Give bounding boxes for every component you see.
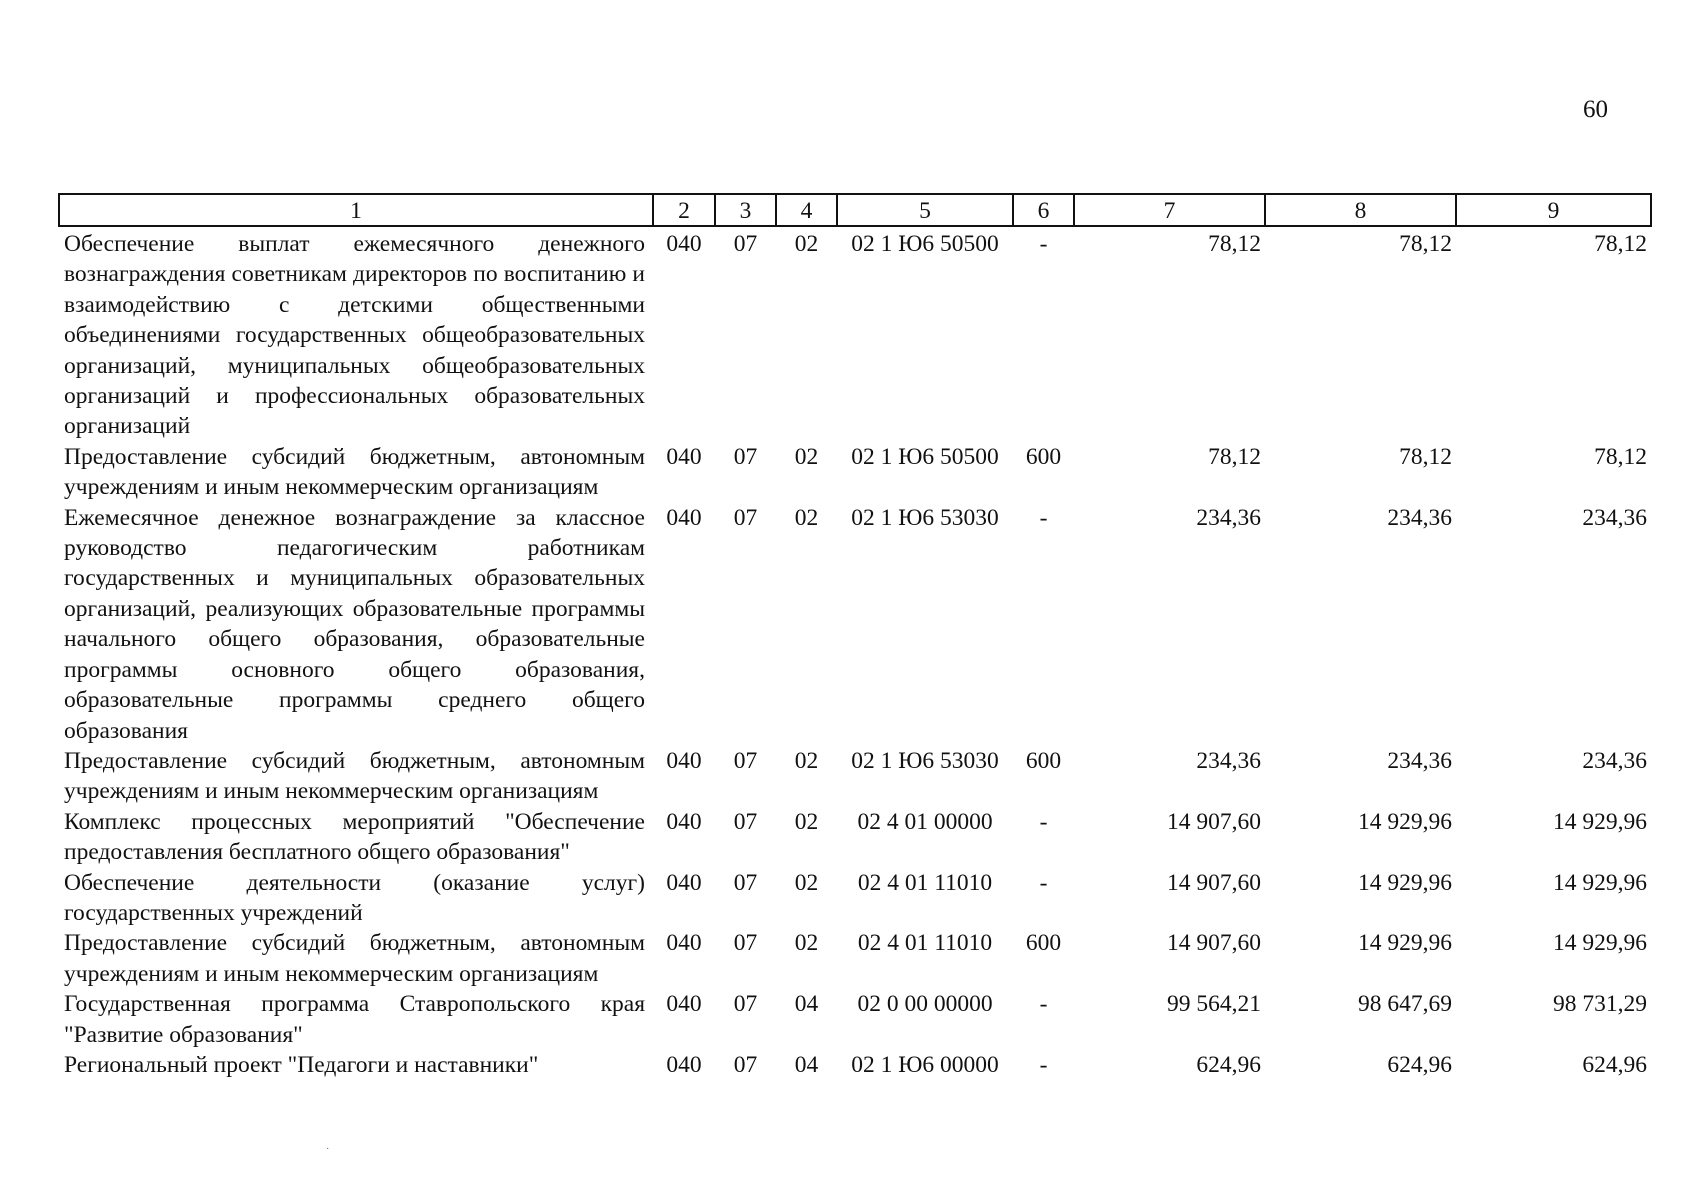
column-header: 1 (59, 194, 653, 226)
row-value-8: 14 929,96 (1358, 808, 1452, 835)
row-code-2: 040 (666, 930, 702, 957)
row-code-3: 07 (733, 1051, 758, 1078)
row-code-2: 040 (666, 443, 702, 470)
row-code-5: 02 1 Ю6 00000 (851, 1051, 999, 1078)
table-row (59, 868, 1651, 929)
row-value-8: 78,12 (1399, 231, 1452, 257)
row-code-6: - (1039, 231, 1048, 257)
row-value-9: 14 929,96 (1553, 869, 1647, 896)
row-name: Предоставление субсидий бюджетным, автономным учреждениям и иным некоммерческим организациям (64, 747, 645, 805)
column-header: 6 (1013, 194, 1074, 226)
row-code-5: 02 4 01 11010 (857, 930, 993, 957)
row-value-7: 234,36 (1196, 504, 1261, 531)
row-value-9: 98 731,29 (1553, 991, 1647, 1018)
row-name: Предоставление субсидий бюджетным, автономным учреждениям и иным некоммерческим организациям (64, 930, 645, 987)
row-value-9: 14 929,96 (1553, 808, 1647, 835)
row-code-6: 600 (1025, 930, 1062, 957)
row-code-5: 02 1 Ю6 50500 (851, 231, 999, 257)
row-code-3: 07 (733, 231, 758, 257)
row-code-3: 07 (733, 747, 758, 774)
row-value-9: 78,12 (1594, 231, 1647, 257)
column-header: 2 (653, 194, 715, 226)
row-value-7: 234,36 (1196, 747, 1261, 774)
row-value-9: 234,36 (1582, 504, 1647, 531)
table-row (59, 1050, 1651, 1080)
row-code-4: 02 (794, 231, 819, 257)
row-value-7: 14 907,60 (1167, 808, 1261, 835)
table-row (59, 746, 1651, 807)
row-code-4: 02 (794, 504, 819, 531)
row-name: Предоставление субсидий бюджетным, автономным учреждениям и иным некоммерческим организациям (64, 443, 645, 501)
row-value-7: 78,12 (1208, 443, 1261, 470)
row-code-5: 02 1 Ю6 50500 (851, 443, 999, 470)
column-header: 5 (837, 194, 1013, 226)
row-value-9: 78,12 (1594, 443, 1647, 470)
row-code-6: - (1039, 808, 1048, 835)
column-header: 9 (1456, 194, 1651, 226)
row-code-6: - (1039, 991, 1048, 1018)
row-code-4: 02 (794, 930, 819, 957)
row-code-5: 02 4 01 11010 (857, 869, 993, 896)
row-value-8: 98 647,69 (1358, 991, 1452, 1018)
row-value-9: 624,96 (1582, 1051, 1647, 1078)
row-code-4: 02 (794, 747, 819, 774)
row-name: Обеспечение деятельности (оказание услуг) государственных учреждений (64, 869, 645, 926)
row-code-2: 040 (666, 1051, 702, 1078)
row-code-2: 040 (666, 869, 702, 896)
row-code-5: 02 1 Ю6 53030 (851, 747, 999, 774)
row-code-3: 07 (733, 991, 758, 1018)
table-row (59, 807, 1651, 868)
row-value-9: 234,36 (1582, 747, 1647, 774)
column-header: 3 (715, 194, 776, 226)
row-code-4: 02 (794, 443, 819, 470)
row-code-6: 600 (1025, 747, 1062, 774)
row-value-7: 624,96 (1196, 1051, 1261, 1078)
row-value-8: 234,36 (1387, 747, 1452, 774)
table-row (59, 503, 1651, 746)
row-name: Государственная программа Ставропольского края "Развитие образования" (64, 991, 645, 1048)
column-header: 4 (776, 194, 837, 226)
table-row (59, 928, 1651, 989)
row-code-3: 07 (733, 443, 758, 470)
row-code-4: 04 (794, 1051, 819, 1078)
row-code-2: 040 (666, 504, 702, 531)
row-name: Региональный проект "Педагоги и наставники" (64, 1051, 539, 1078)
row-code-5: 02 4 01 00000 (857, 808, 993, 835)
column-header: 7 (1074, 194, 1265, 226)
row-value-7: 99 564,21 (1167, 991, 1261, 1018)
row-code-4: 02 (794, 808, 819, 835)
table-row (59, 989, 1651, 1050)
column-header: 8 (1265, 194, 1456, 226)
row-code-6: - (1039, 504, 1048, 531)
row-value-7: 14 907,60 (1167, 930, 1261, 957)
row-code-5: 02 0 00 00000 (857, 991, 993, 1018)
table-row (59, 226, 1651, 442)
row-value-8: 14 929,96 (1358, 930, 1452, 957)
table-row (59, 442, 1651, 503)
scan-speck: ˙ (326, 1147, 330, 1158)
row-name: Комплекс процессных мероприятий "Обеспечение предоставления бесплатного общего образования" (64, 808, 645, 866)
row-code-3: 07 (733, 808, 758, 835)
row-code-2: 040 (666, 991, 702, 1018)
row-code-3: 07 (733, 930, 758, 957)
page-number: 60 (1583, 96, 1608, 123)
row-code-5: 02 1 Ю6 53030 (851, 504, 999, 531)
row-code-2: 040 (666, 808, 702, 835)
row-name: Обеспечение выплат ежемесячного денежного вознаграждения советникам директоров по воспитанию и взаимодействию с детскими общественными объединениями государственных общеобразовательных организаций, муниципальных общеобразовательных организаций и профессиональных образовательных организаций (64, 231, 645, 440)
table-header-row (59, 194, 1651, 226)
row-value-8: 624,96 (1387, 1051, 1452, 1078)
budget-table (58, 193, 1652, 1080)
row-code-4: 02 (794, 869, 819, 896)
row-value-8: 78,12 (1399, 443, 1452, 470)
row-code-2: 040 (666, 231, 702, 257)
row-code-6: - (1039, 869, 1048, 896)
row-code-2: 040 (666, 747, 702, 774)
row-code-3: 07 (733, 504, 758, 531)
row-value-8: 14 929,96 (1358, 869, 1452, 896)
row-value-8: 234,36 (1387, 504, 1452, 531)
row-code-3: 07 (733, 869, 758, 896)
row-value-7: 78,12 (1208, 231, 1261, 257)
row-value-9: 14 929,96 (1553, 930, 1647, 957)
row-code-6: 600 (1025, 443, 1062, 470)
row-name: Ежемесячное денежное вознаграждение за классное руководство педагогическим работникам государственных и муниципальных образовательных организаций, реализующих образовательные программы начального общего образования, образовательные программы основного общего образования, образовательные программы среднего общего образования (64, 504, 645, 744)
row-code-4: 04 (794, 991, 819, 1018)
row-value-7: 14 907,60 (1167, 869, 1261, 896)
row-code-6: - (1039, 1051, 1048, 1078)
